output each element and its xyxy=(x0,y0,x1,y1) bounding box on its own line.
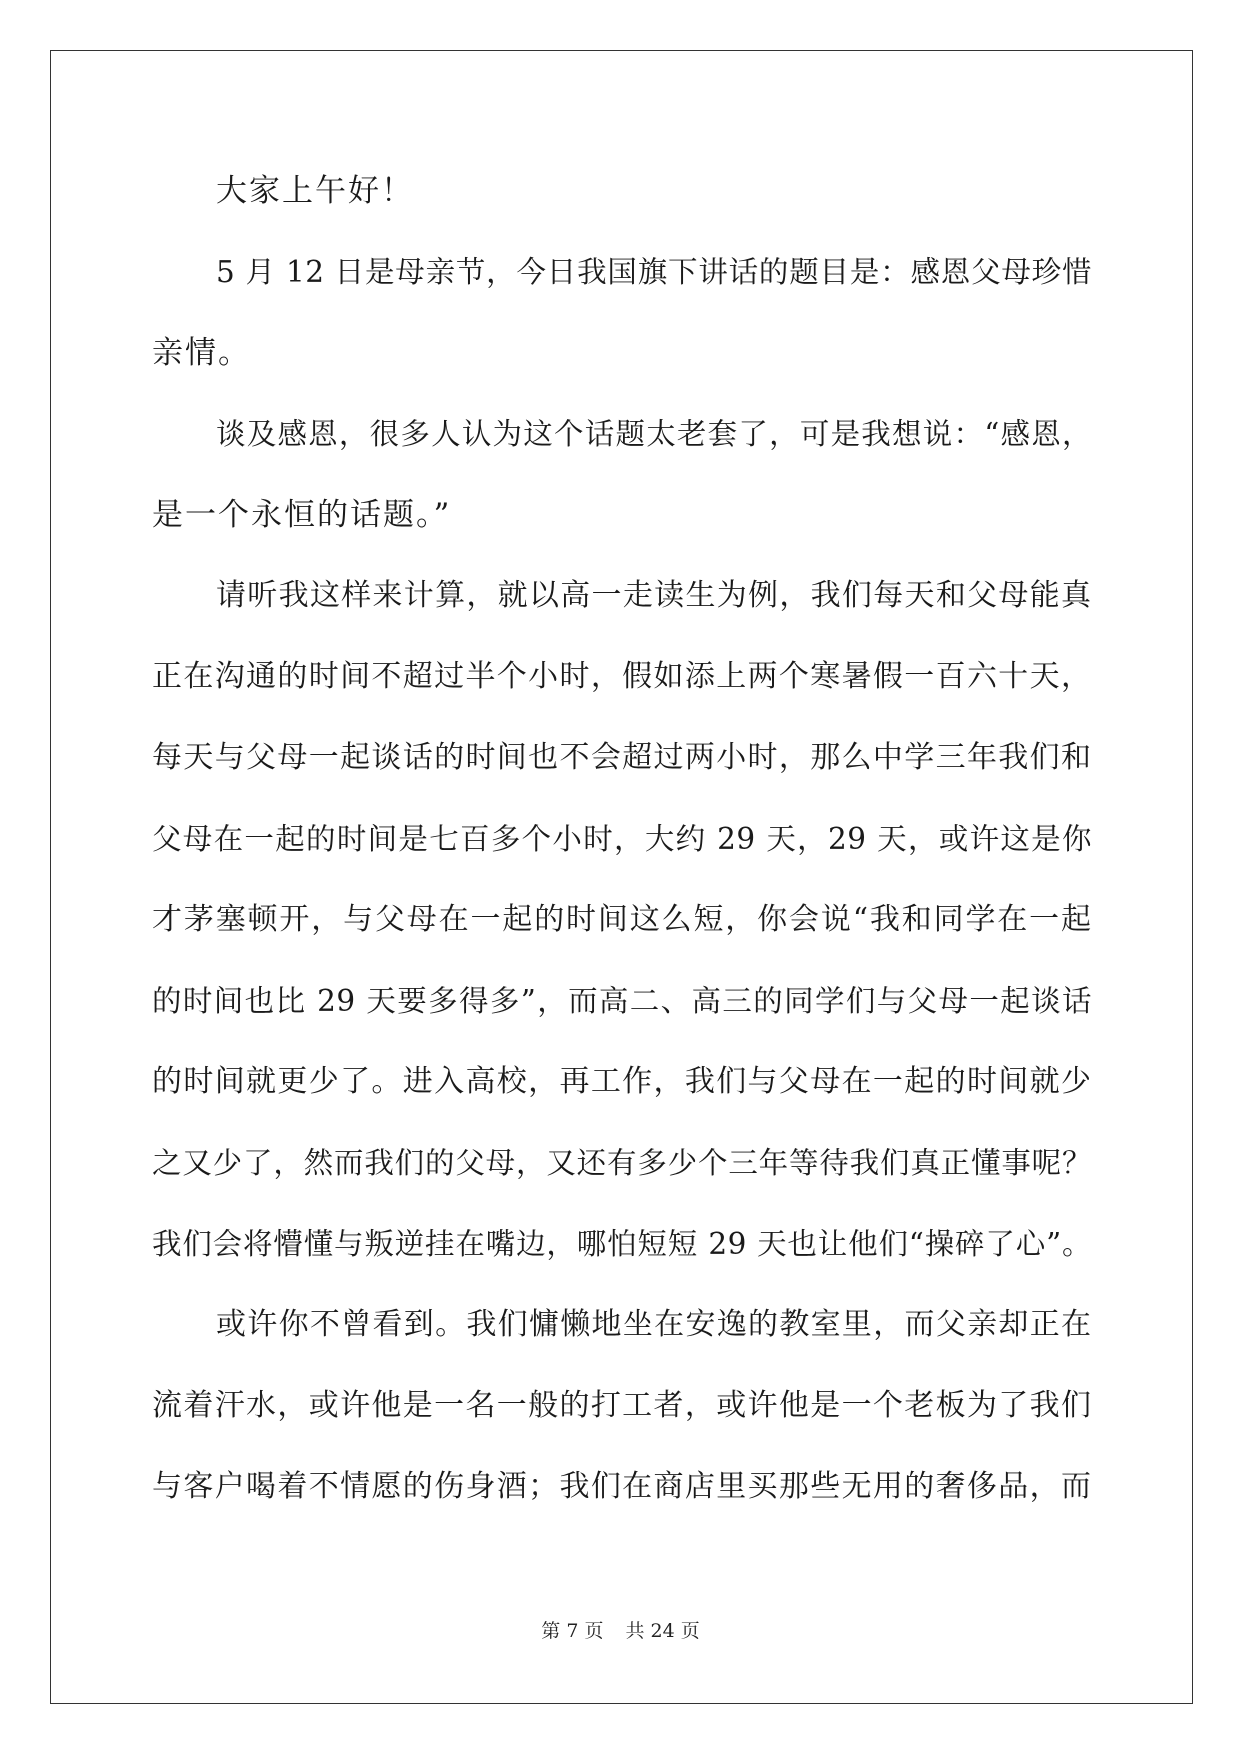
text-line: 我们会将懵懂与叛逆挂在嘴边，哪怕短短 29 天也让他们“操碎了心”。 xyxy=(152,1227,1092,1261)
text-line: 之又少了，然而我们的父母，又还有多少个三年等待我们真正懂事呢？ xyxy=(152,1146,1092,1180)
page-number: 第 7 页 xyxy=(541,1620,604,1642)
text-line: 父母在一起的时间是七百多个小时，大约 29 天，29 天，或许这是你 xyxy=(152,822,1092,856)
text-line: 谈及感恩，很多人认为这个话题太老套了，可是我想说：“感恩， xyxy=(216,417,1092,451)
page-footer xyxy=(0,1616,1241,1643)
text-line: 是一个永恒的话题。” xyxy=(152,497,452,533)
text-line: 5 月 12 日是母亲节，今日我国旗下讲话的题目是：感恩父母珍惜 xyxy=(216,255,1092,289)
text-line: 正在沟通的时间不超过半个小时，假如添上两个寒暑假一百六十天， xyxy=(152,659,1092,694)
text-line: 大家上午好！ xyxy=(216,173,414,209)
text-line: 亲情。 xyxy=(152,335,251,371)
page-total: 共 24 页 xyxy=(625,1620,700,1642)
text-line: 或许你不曾看到。我们慵懒地坐在安逸的教室里，而父亲却正在 xyxy=(216,1307,1092,1342)
document-body xyxy=(152,160,1092,1537)
text-line: 才茅塞顿开，与父母在一起的时间这么短，你会说“我和同学在一起 xyxy=(152,902,1092,937)
text-line: 请听我这样来计算，就以高一走读生为例，我们每天和父母能真 xyxy=(216,578,1092,613)
text-line: 流着汗水，或许他是一名一般的打工者，或许他是一个老板为了我们 xyxy=(152,1388,1092,1423)
text-line: 与客户喝着不情愿的伤身酒；我们在商店里买那些无用的奢侈品，而 xyxy=(152,1469,1092,1504)
text-line: 的时间就更少了。进入高校，再工作，我们与父母在一起的时间就少 xyxy=(152,1064,1092,1099)
text-line: 的时间也比 29 天要多得多”，而高二、高三的同学们与父母一起谈话 xyxy=(152,984,1092,1018)
text-line: 每天与父母一起谈话的时间也不会超过两小时，那么中学三年我们和 xyxy=(152,740,1092,775)
